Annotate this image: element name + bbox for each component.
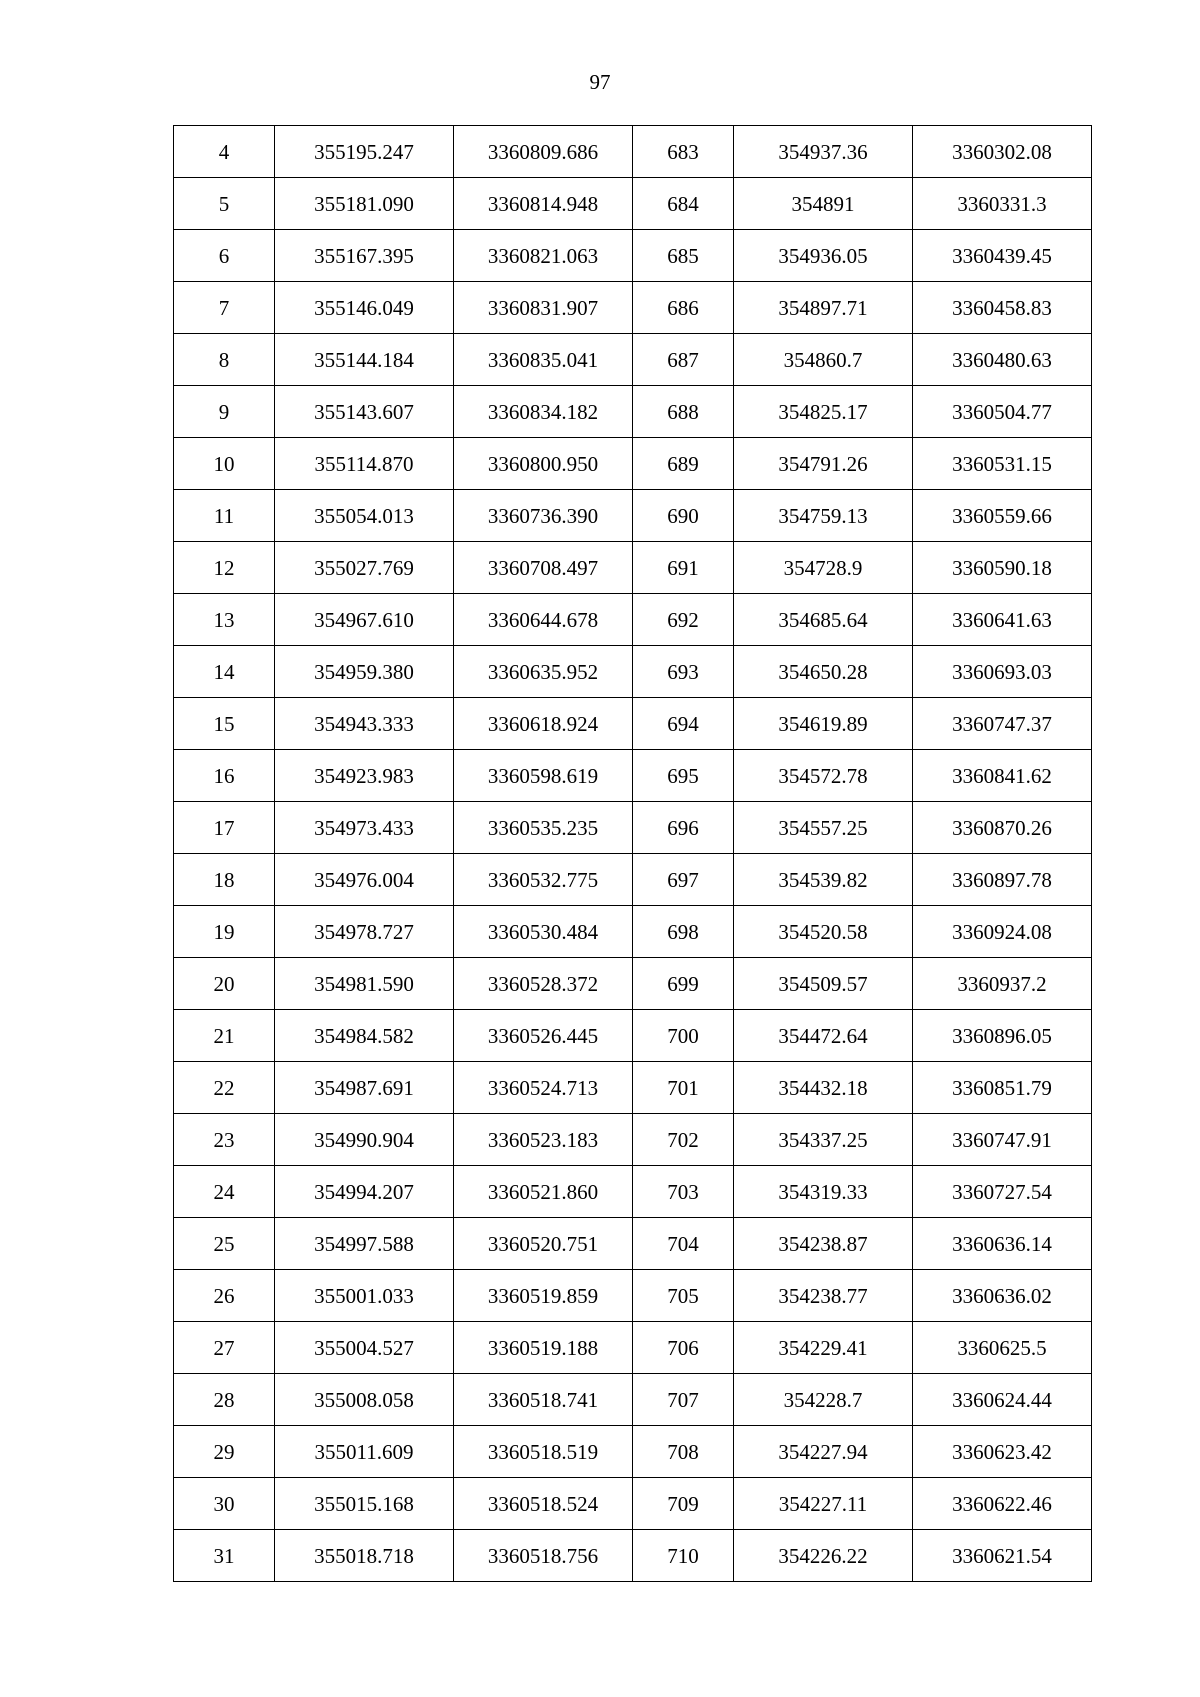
cell-y-coordinate: 3360708.497 <box>454 542 633 594</box>
cell-y-coordinate: 3360458.83 <box>913 282 1092 334</box>
coordinate-table-body <box>174 126 1092 1582</box>
cell-y-coordinate: 3360841.62 <box>913 750 1092 802</box>
cell-y-coordinate: 3360439.45 <box>913 230 1092 282</box>
cell-point-id: 701 <box>633 1062 734 1114</box>
cell-y-coordinate: 3360535.235 <box>454 802 633 854</box>
cell-point-id: 692 <box>633 594 734 646</box>
table-row <box>174 646 1092 698</box>
cell-x-coordinate: 354759.13 <box>734 490 913 542</box>
cell-y-coordinate: 3360835.041 <box>454 334 633 386</box>
cell-x-coordinate: 354897.71 <box>734 282 913 334</box>
cell-point-id: 709 <box>633 1478 734 1530</box>
cell-x-coordinate: 354319.33 <box>734 1166 913 1218</box>
table-row <box>174 126 1092 178</box>
cell-y-coordinate: 3360821.063 <box>454 230 633 282</box>
cell-x-coordinate: 354619.89 <box>734 698 913 750</box>
cell-point-id: 700 <box>633 1010 734 1062</box>
cell-y-coordinate: 3360937.2 <box>913 958 1092 1010</box>
cell-point-id: 13 <box>174 594 275 646</box>
cell-y-coordinate: 3360896.05 <box>913 1010 1092 1062</box>
cell-point-id: 20 <box>174 958 275 1010</box>
cell-y-coordinate: 3360518.519 <box>454 1426 633 1478</box>
page-number: 97 <box>589 70 611 94</box>
cell-point-id: 690 <box>633 490 734 542</box>
cell-x-coordinate: 354937.36 <box>734 126 913 178</box>
cell-x-coordinate: 354923.983 <box>275 750 454 802</box>
cell-x-coordinate: 354520.58 <box>734 906 913 958</box>
cell-point-id: 10 <box>174 438 275 490</box>
cell-y-coordinate: 3360526.445 <box>454 1010 633 1062</box>
cell-y-coordinate: 3360518.524 <box>454 1478 633 1530</box>
cell-y-coordinate: 3360559.66 <box>913 490 1092 542</box>
cell-x-coordinate: 354472.64 <box>734 1010 913 1062</box>
table-row <box>174 1166 1092 1218</box>
cell-point-id: 23 <box>174 1114 275 1166</box>
cell-y-coordinate: 3360531.15 <box>913 438 1092 490</box>
cell-y-coordinate: 3360518.741 <box>454 1374 633 1426</box>
cell-point-id: 29 <box>174 1426 275 1478</box>
cell-point-id: 11 <box>174 490 275 542</box>
cell-y-coordinate: 3360625.5 <box>913 1322 1092 1374</box>
cell-point-id: 24 <box>174 1166 275 1218</box>
cell-x-coordinate: 355004.527 <box>275 1322 454 1374</box>
cell-x-coordinate: 355144.184 <box>275 334 454 386</box>
cell-y-coordinate: 3360621.54 <box>913 1530 1092 1582</box>
cell-x-coordinate: 354432.18 <box>734 1062 913 1114</box>
table-row <box>174 1530 1092 1582</box>
cell-point-id: 9 <box>174 386 275 438</box>
table-row <box>174 802 1092 854</box>
cell-x-coordinate: 354891 <box>734 178 913 230</box>
cell-point-id: 4 <box>174 126 275 178</box>
cell-x-coordinate: 354238.77 <box>734 1270 913 1322</box>
cell-y-coordinate: 3360870.26 <box>913 802 1092 854</box>
cell-x-coordinate: 354509.57 <box>734 958 913 1010</box>
cell-y-coordinate: 3360809.686 <box>454 126 633 178</box>
cell-point-id: 16 <box>174 750 275 802</box>
table-row <box>174 1010 1092 1062</box>
cell-y-coordinate: 3360636.14 <box>913 1218 1092 1270</box>
table-row <box>174 230 1092 282</box>
cell-y-coordinate: 3360521.860 <box>454 1166 633 1218</box>
cell-point-id: 26 <box>174 1270 275 1322</box>
cell-y-coordinate: 3360834.182 <box>454 386 633 438</box>
cell-point-id: 697 <box>633 854 734 906</box>
cell-x-coordinate: 354227.11 <box>734 1478 913 1530</box>
cell-point-id: 685 <box>633 230 734 282</box>
cell-y-coordinate: 3360814.948 <box>454 178 633 230</box>
cell-x-coordinate: 355181.090 <box>275 178 454 230</box>
cell-x-coordinate: 354987.691 <box>275 1062 454 1114</box>
table-row <box>174 490 1092 542</box>
cell-y-coordinate: 3360532.775 <box>454 854 633 906</box>
cell-y-coordinate: 3360851.79 <box>913 1062 1092 1114</box>
cell-point-id: 684 <box>633 178 734 230</box>
table-row <box>174 1218 1092 1270</box>
cell-point-id: 30 <box>174 1478 275 1530</box>
cell-point-id: 31 <box>174 1530 275 1582</box>
cell-y-coordinate: 3360622.46 <box>913 1478 1092 1530</box>
cell-x-coordinate: 354973.433 <box>275 802 454 854</box>
cell-x-coordinate: 354650.28 <box>734 646 913 698</box>
table-row <box>174 386 1092 438</box>
cell-point-id: 25 <box>174 1218 275 1270</box>
cell-x-coordinate: 355143.607 <box>275 386 454 438</box>
table-row <box>174 1374 1092 1426</box>
cell-x-coordinate: 354860.7 <box>734 334 913 386</box>
cell-x-coordinate: 355054.013 <box>275 490 454 542</box>
cell-point-id: 28 <box>174 1374 275 1426</box>
cell-point-id: 12 <box>174 542 275 594</box>
table-row <box>174 698 1092 750</box>
cell-y-coordinate: 3360302.08 <box>913 126 1092 178</box>
cell-x-coordinate: 354967.610 <box>275 594 454 646</box>
cell-x-coordinate: 355001.033 <box>275 1270 454 1322</box>
cell-point-id: 705 <box>633 1270 734 1322</box>
cell-y-coordinate: 3360523.183 <box>454 1114 633 1166</box>
cell-point-id: 7 <box>174 282 275 334</box>
cell-y-coordinate: 3360530.484 <box>454 906 633 958</box>
table-row <box>174 750 1092 802</box>
table-row <box>174 178 1092 230</box>
cell-x-coordinate: 354572.78 <box>734 750 913 802</box>
cell-point-id: 22 <box>174 1062 275 1114</box>
cell-y-coordinate: 3360693.03 <box>913 646 1092 698</box>
cell-y-coordinate: 3360518.756 <box>454 1530 633 1582</box>
cell-point-id: 706 <box>633 1322 734 1374</box>
cell-point-id: 686 <box>633 282 734 334</box>
table-row <box>174 594 1092 646</box>
cell-y-coordinate: 3360644.678 <box>454 594 633 646</box>
cell-point-id: 693 <box>633 646 734 698</box>
cell-point-id: 21 <box>174 1010 275 1062</box>
table-row <box>174 1270 1092 1322</box>
cell-y-coordinate: 3360747.91 <box>913 1114 1092 1166</box>
cell-x-coordinate: 355195.247 <box>275 126 454 178</box>
table-row <box>174 542 1092 594</box>
cell-point-id: 708 <box>633 1426 734 1478</box>
table-row <box>174 438 1092 490</box>
cell-point-id: 688 <box>633 386 734 438</box>
table-row <box>174 1322 1092 1374</box>
cell-x-coordinate: 354981.590 <box>275 958 454 1010</box>
cell-point-id: 19 <box>174 906 275 958</box>
cell-y-coordinate: 3360800.950 <box>454 438 633 490</box>
cell-x-coordinate: 354226.22 <box>734 1530 913 1582</box>
cell-x-coordinate: 355027.769 <box>275 542 454 594</box>
cell-x-coordinate: 355011.609 <box>275 1426 454 1478</box>
table-row <box>174 1426 1092 1478</box>
cell-point-id: 696 <box>633 802 734 854</box>
cell-point-id: 694 <box>633 698 734 750</box>
cell-y-coordinate: 3360331.3 <box>913 178 1092 230</box>
cell-point-id: 689 <box>633 438 734 490</box>
coordinate-table <box>173 125 1092 1582</box>
cell-y-coordinate: 3360747.37 <box>913 698 1092 750</box>
cell-point-id: 17 <box>174 802 275 854</box>
cell-point-id: 695 <box>633 750 734 802</box>
table-row <box>174 906 1092 958</box>
cell-point-id: 8 <box>174 334 275 386</box>
cell-point-id: 703 <box>633 1166 734 1218</box>
cell-y-coordinate: 3360520.751 <box>454 1218 633 1270</box>
cell-x-coordinate: 354229.41 <box>734 1322 913 1374</box>
cell-y-coordinate: 3360636.02 <box>913 1270 1092 1322</box>
cell-x-coordinate: 354228.7 <box>734 1374 913 1426</box>
cell-x-coordinate: 354825.17 <box>734 386 913 438</box>
cell-y-coordinate: 3360624.44 <box>913 1374 1092 1426</box>
table-row <box>174 1062 1092 1114</box>
cell-y-coordinate: 3360641.63 <box>913 594 1092 646</box>
cell-x-coordinate: 354936.05 <box>734 230 913 282</box>
cell-point-id: 710 <box>633 1530 734 1582</box>
cell-y-coordinate: 3360519.188 <box>454 1322 633 1374</box>
cell-x-coordinate: 355018.718 <box>275 1530 454 1582</box>
cell-x-coordinate: 354959.380 <box>275 646 454 698</box>
cell-x-coordinate: 354557.25 <box>734 802 913 854</box>
cell-y-coordinate: 3360528.372 <box>454 958 633 1010</box>
cell-x-coordinate: 354728.9 <box>734 542 913 594</box>
cell-point-id: 27 <box>174 1322 275 1374</box>
cell-point-id: 704 <box>633 1218 734 1270</box>
cell-y-coordinate: 3360831.907 <box>454 282 633 334</box>
cell-y-coordinate: 3360590.18 <box>913 542 1092 594</box>
cell-point-id: 14 <box>174 646 275 698</box>
cell-y-coordinate: 3360727.54 <box>913 1166 1092 1218</box>
cell-y-coordinate: 3360736.390 <box>454 490 633 542</box>
cell-y-coordinate: 3360480.63 <box>913 334 1092 386</box>
cell-point-id: 687 <box>633 334 734 386</box>
cell-point-id: 702 <box>633 1114 734 1166</box>
cell-x-coordinate: 355167.395 <box>275 230 454 282</box>
cell-x-coordinate: 354994.207 <box>275 1166 454 1218</box>
cell-x-coordinate: 355114.870 <box>275 438 454 490</box>
cell-point-id: 15 <box>174 698 275 750</box>
cell-y-coordinate: 3360504.77 <box>913 386 1092 438</box>
cell-x-coordinate: 355146.049 <box>275 282 454 334</box>
cell-x-coordinate: 354943.333 <box>275 698 454 750</box>
cell-x-coordinate: 354978.727 <box>275 906 454 958</box>
cell-x-coordinate: 354976.004 <box>275 854 454 906</box>
cell-x-coordinate: 354238.87 <box>734 1218 913 1270</box>
cell-x-coordinate: 354997.588 <box>275 1218 454 1270</box>
cell-point-id: 691 <box>633 542 734 594</box>
cell-point-id: 18 <box>174 854 275 906</box>
table-row <box>174 1114 1092 1166</box>
cell-x-coordinate: 355015.168 <box>275 1478 454 1530</box>
cell-x-coordinate: 354539.82 <box>734 854 913 906</box>
cell-point-id: 698 <box>633 906 734 958</box>
cell-point-id: 6 <box>174 230 275 282</box>
cell-point-id: 699 <box>633 958 734 1010</box>
cell-y-coordinate: 3360635.952 <box>454 646 633 698</box>
cell-x-coordinate: 354984.582 <box>275 1010 454 1062</box>
cell-y-coordinate: 3360524.713 <box>454 1062 633 1114</box>
cell-y-coordinate: 3360618.924 <box>454 698 633 750</box>
cell-x-coordinate: 354685.64 <box>734 594 913 646</box>
cell-x-coordinate: 354227.94 <box>734 1426 913 1478</box>
cell-y-coordinate: 3360623.42 <box>913 1426 1092 1478</box>
cell-x-coordinate: 354791.26 <box>734 438 913 490</box>
table-row <box>174 958 1092 1010</box>
cell-point-id: 5 <box>174 178 275 230</box>
cell-point-id: 683 <box>633 126 734 178</box>
table-row <box>174 282 1092 334</box>
cell-point-id: 707 <box>633 1374 734 1426</box>
cell-y-coordinate: 3360897.78 <box>913 854 1092 906</box>
cell-x-coordinate: 354337.25 <box>734 1114 913 1166</box>
cell-x-coordinate: 354990.904 <box>275 1114 454 1166</box>
table-row <box>174 1478 1092 1530</box>
cell-x-coordinate: 355008.058 <box>275 1374 454 1426</box>
table-row <box>174 334 1092 386</box>
cell-y-coordinate: 3360598.619 <box>454 750 633 802</box>
cell-y-coordinate: 3360924.08 <box>913 906 1092 958</box>
table-row <box>174 854 1092 906</box>
cell-y-coordinate: 3360519.859 <box>454 1270 633 1322</box>
